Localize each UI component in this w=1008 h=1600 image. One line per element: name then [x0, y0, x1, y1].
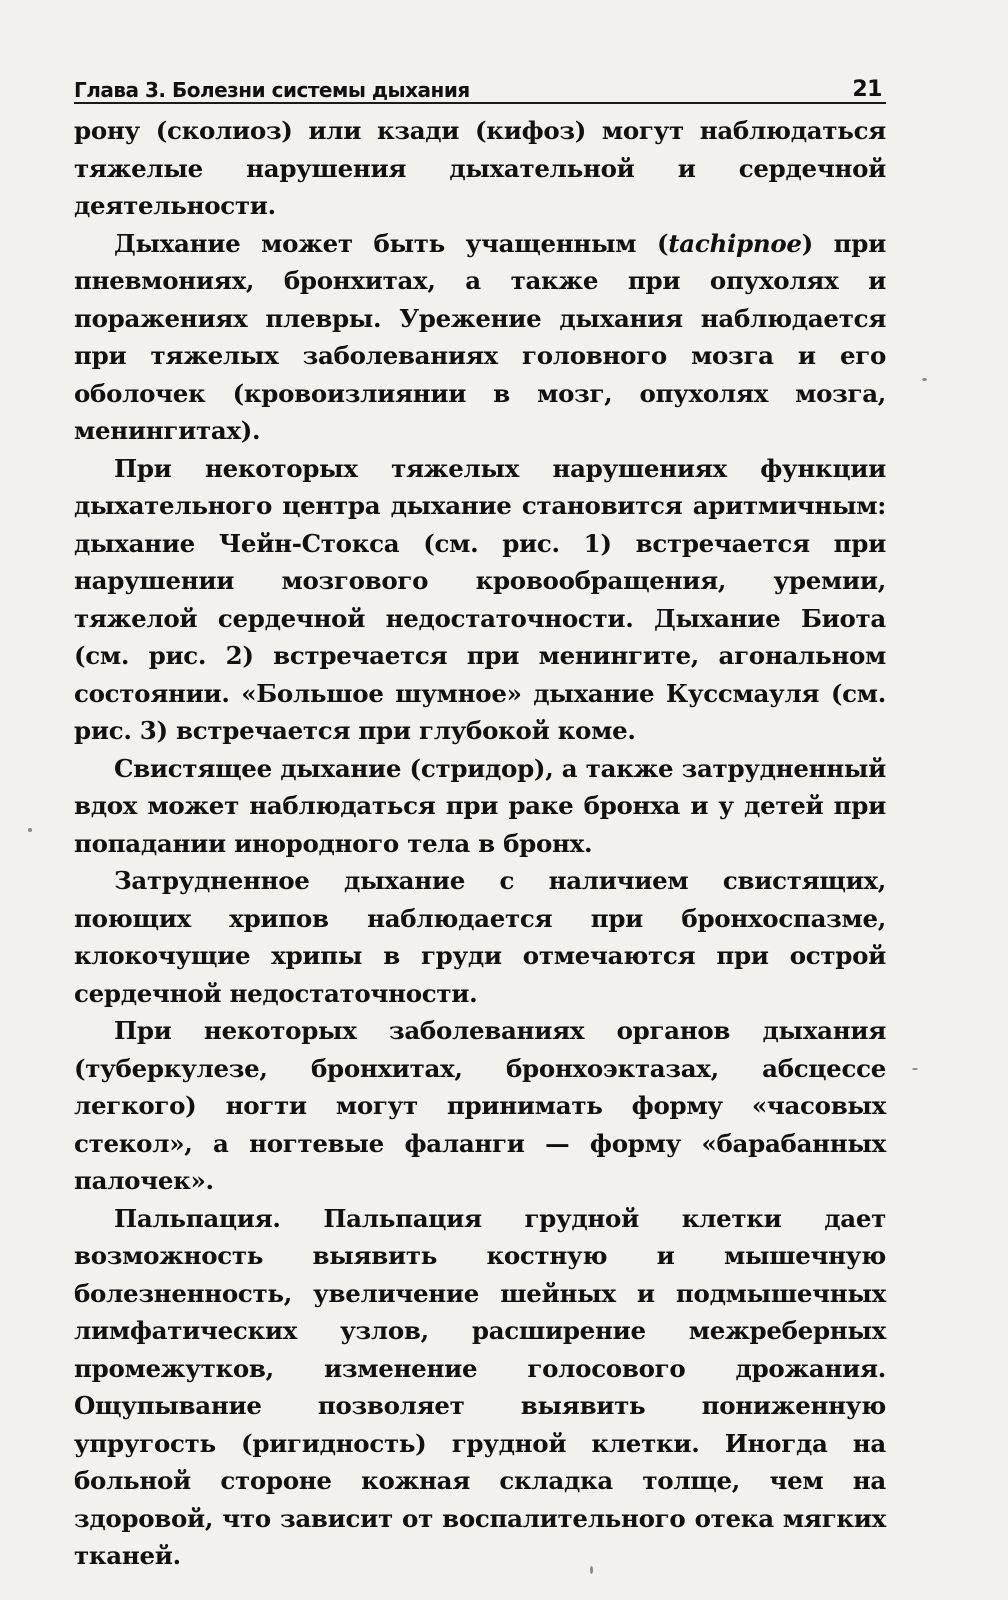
paragraph-3: При некоторых тяжелых нарушениях функции дыхательного центра дыхание становится аритмичным: дыхание Чейн-Стокса (см. рис. 1) встречается при нарушении мозгового кровообращения, уремии, тяжелой сердечной недостаточности. Дыхание Биота (см. рис. 2) встречается при менингите, агональном состоянии. «Большое шумное» дыхание Куссмауля (см. рис. 3) встречается при глубокой коме. — [74, 453, 886, 745]
scan-speck — [912, 1068, 918, 1070]
section-run-in-heading: Пальпация. — [114, 1203, 281, 1233]
scan-speck — [28, 828, 32, 832]
book-page — [74, 70, 886, 1575]
scan-speck — [590, 1566, 593, 1574]
paragraph-2-start: Дыхание может быть учащенным ( — [114, 228, 669, 258]
body-text — [74, 112, 886, 1575]
page-number: 21 — [852, 77, 882, 102]
paragraph-5: Затрудненное дыхание с наличием свистящих, поющих хрипов наблюдается при бронхоспазме, клокочущие хрипы в груди отмечаются при острой сердечной недостаточности. — [74, 866, 886, 1008]
paragraph-4: Свистящее дыхание (стридор), а также затрудненный вдох может наблюдаться при раке бронха и у детей при попадании инородного тела в бронх. — [74, 753, 886, 858]
paragraph-7 — [74, 1200, 886, 1575]
scan-speck — [922, 378, 927, 381]
paragraph-6: При некоторых заболеваниях органов дыхания (туберкулезе, бронхитах, бронхоэктазах, абсцессе легкого) ногти могут принимать форму «часовых стекол», а ногтевые фаланги — форму «барабанных палочек». — [74, 1016, 886, 1195]
latin-term: tachipnoe — [668, 228, 802, 258]
paragraph-1: рону (сколиоз) или кзади (кифоз) могут наблюдаться тяжелые нарушения дыхательной и сердечной деятельности. — [74, 116, 886, 220]
paragraph-7-text: Пальпация грудной клетки дает возможность выявить костную и мышечную болезненность, увеличение шейных и подмышечных лимфатических узлов, расширение межреберных промежутков, изменение голосового дрожания. Ощупывание позволяет выявить пониженную упругость (ригидность) грудной клетки. Иногда на больной стороне кожная складка толще, чем на здоровой, что зависит от воспалительного отека мягких тканей. — [74, 1203, 886, 1570]
chapter-title: Глава 3. Болезни системы дыхания — [74, 78, 470, 102]
paragraph-2-end: ) при пневмониях, бронхитах, а также при опухолях и поражениях плевры. Урежение дыхания наблюдается при тяжелых заболеваниях головного мозга и его оболочек (кровоизлиянии в мозг, опухолях мозга, менингитах). — [74, 228, 887, 445]
running-header — [74, 70, 886, 104]
paragraph-2 — [74, 225, 886, 450]
